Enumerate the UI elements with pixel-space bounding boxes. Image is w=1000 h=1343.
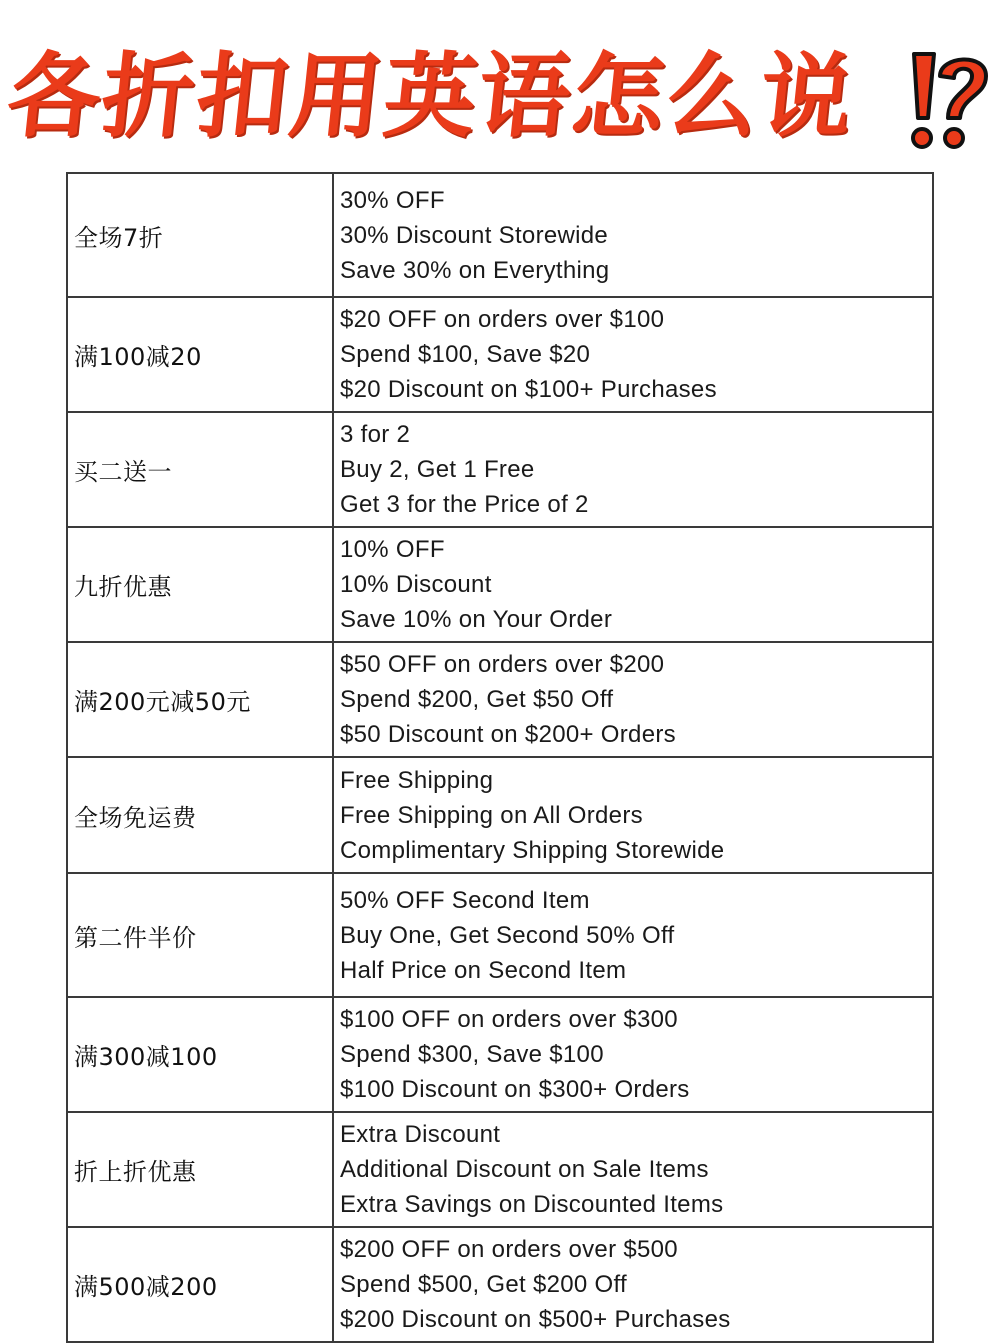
english-phrase: $200 Discount on $500+ Purchases bbox=[340, 1306, 731, 1333]
table-row bbox=[67, 873, 933, 997]
english-phrase: Buy One, Get Second 50% Off bbox=[340, 921, 675, 949]
cell-english-phrases bbox=[333, 297, 933, 412]
table-row bbox=[67, 757, 933, 873]
english-phrase: Half Price on Second Item bbox=[340, 956, 627, 984]
cell-english-phrases bbox=[333, 757, 933, 873]
cell-chinese-term: 满100减20 bbox=[67, 297, 333, 412]
cell-chinese-term: 满300减100 bbox=[67, 997, 333, 1112]
table-row bbox=[67, 297, 933, 412]
cell-english-phrases bbox=[333, 1227, 933, 1342]
cell-chinese-term: 折上折优惠 bbox=[67, 1112, 333, 1227]
english-phrase: 30% OFF bbox=[340, 186, 445, 214]
english-phrase: Spend $200, Get $50 Off bbox=[340, 686, 614, 713]
english-phrase: 30% Discount Storewide bbox=[340, 221, 609, 249]
table-row bbox=[67, 412, 933, 527]
english-phrase: $20 Discount on $100+ Purchases bbox=[340, 376, 717, 403]
english-phrase: Spend $500, Get $200 Off bbox=[340, 1271, 627, 1298]
table-row bbox=[67, 1227, 933, 1342]
table-row bbox=[67, 527, 933, 642]
english-phrase: Additional Discount on Sale Items bbox=[340, 1156, 709, 1183]
english-phrase: Free Shipping on All Orders bbox=[340, 801, 643, 829]
cell-english-phrases bbox=[333, 527, 933, 642]
table-row bbox=[67, 1112, 933, 1227]
cell-chinese-term: 第二件半价 bbox=[67, 873, 333, 997]
page-title: 各折扣用英语怎么说 bbox=[2, 43, 860, 150]
english-phrase: Save 30% on Everything bbox=[340, 256, 610, 284]
english-phrase: Free Shipping bbox=[340, 766, 494, 794]
english-phrase: Get 3 for the Price of 2 bbox=[340, 491, 589, 518]
english-phrase: 50% OFF Second Item bbox=[340, 886, 590, 914]
cell-chinese-term: 九折优惠 bbox=[67, 527, 333, 642]
english-phrase: $50 Discount on $200+ Orders bbox=[340, 721, 676, 748]
cell-chinese-term: 买二送一 bbox=[67, 412, 333, 527]
cell-english-phrases bbox=[333, 412, 933, 527]
english-phrase: Spend $100, Save $20 bbox=[340, 341, 591, 368]
english-phrase: $100 OFF on orders over $300 bbox=[340, 1006, 678, 1033]
english-phrase: Buy 2, Get 1 Free bbox=[340, 456, 535, 483]
english-phrase: $50 OFF on orders over $200 bbox=[340, 651, 665, 678]
discount-table-sheet bbox=[66, 172, 934, 1343]
english-phrase: Save 10% on Your Order bbox=[340, 606, 613, 633]
table-row bbox=[67, 173, 933, 297]
english-phrase: 10% Discount bbox=[340, 571, 492, 598]
title-bar bbox=[0, 32, 1000, 162]
interrobang-icon bbox=[900, 46, 992, 156]
table-row bbox=[67, 997, 933, 1112]
cell-chinese-term: 满500减200 bbox=[67, 1227, 333, 1342]
english-phrase: 10% OFF bbox=[340, 536, 445, 563]
cell-english-phrases bbox=[333, 1112, 933, 1227]
english-phrase: $200 OFF on orders over $500 bbox=[340, 1236, 678, 1263]
english-phrase: Spend $300, Save $100 bbox=[340, 1041, 604, 1068]
english-phrase: Extra Discount bbox=[340, 1121, 501, 1148]
english-phrase: $20 OFF on orders over $100 bbox=[340, 306, 665, 333]
cell-chinese-term: 满200元减50元 bbox=[67, 642, 333, 757]
english-phrase: Extra Savings on Discounted Items bbox=[340, 1191, 724, 1218]
cell-chinese-term: 全场7折 bbox=[67, 173, 333, 297]
cell-english-phrases bbox=[333, 873, 933, 997]
cell-chinese-term: 全场免运费 bbox=[67, 757, 333, 873]
english-phrase: $100 Discount on $300+ Orders bbox=[340, 1076, 690, 1103]
english-phrase: Complimentary Shipping Storewide bbox=[340, 836, 725, 864]
cell-english-phrases bbox=[333, 997, 933, 1112]
discount-table bbox=[66, 172, 934, 1343]
cell-english-phrases bbox=[333, 642, 933, 757]
english-phrase: 3 for 2 bbox=[340, 421, 411, 448]
table-row bbox=[67, 642, 933, 757]
cell-english-phrases bbox=[333, 173, 933, 297]
